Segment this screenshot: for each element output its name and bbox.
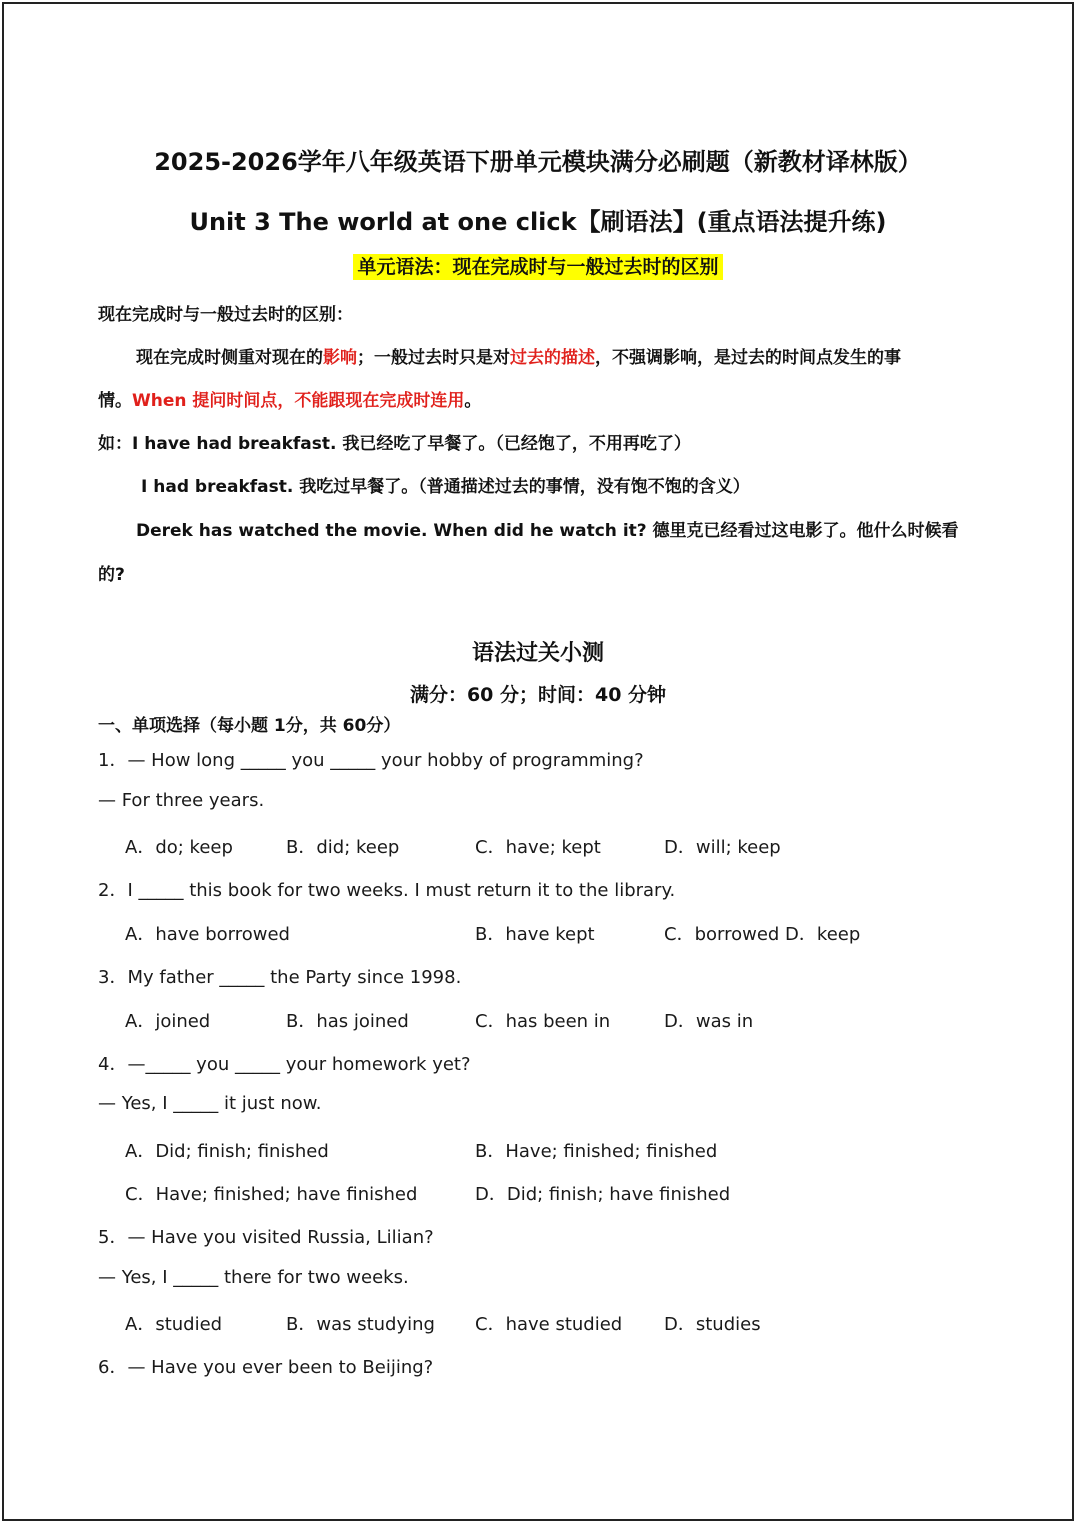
question-1-reply: — For three years. <box>98 790 265 811</box>
question-4-stem: 4．—_____ you _____ your homework yet? <box>98 1054 471 1075</box>
question-2-stem: 2．I _____ this book for two weeks. I must return it to the library. <box>98 880 676 901</box>
question-5-stem: 5．— Have you visited Russia, Lilian? <box>98 1227 434 1248</box>
question-4-option-c[interactable]: C．Have; finished; have finished <box>125 1184 418 1205</box>
question-5-option-b[interactable]: B．was studying <box>286 1314 435 1335</box>
para2-text-a: 情。 <box>98 391 132 411</box>
para1-text-a: 现在完成时侧重对现在的 <box>136 348 323 368</box>
question-3-stem: 3．My father _____ the Party since 1998. <box>98 967 462 988</box>
question-4-option-d[interactable]: D．Did; finish; have finished <box>475 1184 731 1205</box>
para1-red-past: 过去的描述 <box>510 348 595 368</box>
paragraph-1 <box>136 343 901 368</box>
question-1-stem: 1．— How long _____ you _____ your hobby of programming? <box>98 750 644 771</box>
question-4-option-a[interactable]: A．Did; finish; finished <box>125 1141 329 1162</box>
question-4-option-b[interactable]: B．Have; finished; finished <box>475 1141 718 1162</box>
document-title: 2025-2026学年八年级英语下册单元模块满分必刷题（新教材译林版） <box>154 148 922 176</box>
question-3-option-d[interactable]: D．was in <box>664 1011 754 1032</box>
question-6-stem: 6．— Have you ever been to Beijing? <box>98 1357 434 1378</box>
example-2: I had breakfast. 我吃过早餐了。（普通描述过去的事情，没有饱不饱的含义） <box>141 477 750 497</box>
example-3-line2: 的? <box>98 565 125 585</box>
question-5-reply: — Yes, I _____ there for two weeks. <box>98 1267 409 1288</box>
question-1-option-c[interactable]: C．have; kept <box>475 837 601 858</box>
question-1-option-d[interactable]: D．will; keep <box>664 837 781 858</box>
grammar-banner-wrap <box>0 252 1076 279</box>
quiz-title: 语法过关小测 <box>471 641 604 666</box>
question-3-option-a[interactable]: A．joined <box>125 1011 211 1032</box>
example-1: 如：I have had breakfast. 我已经吃了早餐了。（已经饱了，不用再吃了） <box>98 434 691 454</box>
grammar-banner: 单元语法：现在完成时与一般过去时的区别 <box>353 254 722 280</box>
question-1-option-b[interactable]: B．did; keep <box>286 837 400 858</box>
para2-text-c: 。 <box>464 391 482 411</box>
question-5-option-c[interactable]: C．have studied <box>475 1314 623 1335</box>
question-2-option-b[interactable]: B．have kept <box>475 924 595 945</box>
section-heading: 一、单项选择（每小题 1分，共 60分） <box>98 716 401 736</box>
para1-text-e: ，不强调影响，是过去的时间点发生的事 <box>595 348 901 368</box>
question-5-option-a[interactable]: A．studied <box>125 1314 223 1335</box>
question-4-reply: — Yes, I _____ it just now. <box>98 1093 322 1114</box>
para2-red-rule: When 提问时间点，不能跟现在完成时连用 <box>132 391 465 411</box>
diff-heading: 现在完成时与一般过去时的区别： <box>98 305 353 325</box>
example-3-line1: Derek has watched the movie. When did he watch it? 德里克已经看过这电影了。他什么时候看 <box>136 521 959 541</box>
question-3-option-c[interactable]: C．has been in <box>475 1011 611 1032</box>
question-3-option-b[interactable]: B．has joined <box>286 1011 409 1032</box>
unit-subtitle: Unit 3 The world at one click【刷语法】(重点语法提升练) <box>189 208 887 236</box>
question-5-option-d[interactable]: D．studies <box>664 1314 761 1335</box>
question-1-option-a[interactable]: A．do; keep <box>125 837 233 858</box>
para1-red-impact: 影响 <box>323 348 357 368</box>
quiz-info: 满分：60 分；时间：40 分钟 <box>409 684 667 706</box>
question-2-option-a[interactable]: A．have borrowed <box>125 924 290 945</box>
paragraph-2 <box>98 386 481 411</box>
para1-text-c: ；一般过去时只是对 <box>357 348 510 368</box>
question-2-option-cd[interactable]: C．borrowed D．keep <box>664 924 861 945</box>
